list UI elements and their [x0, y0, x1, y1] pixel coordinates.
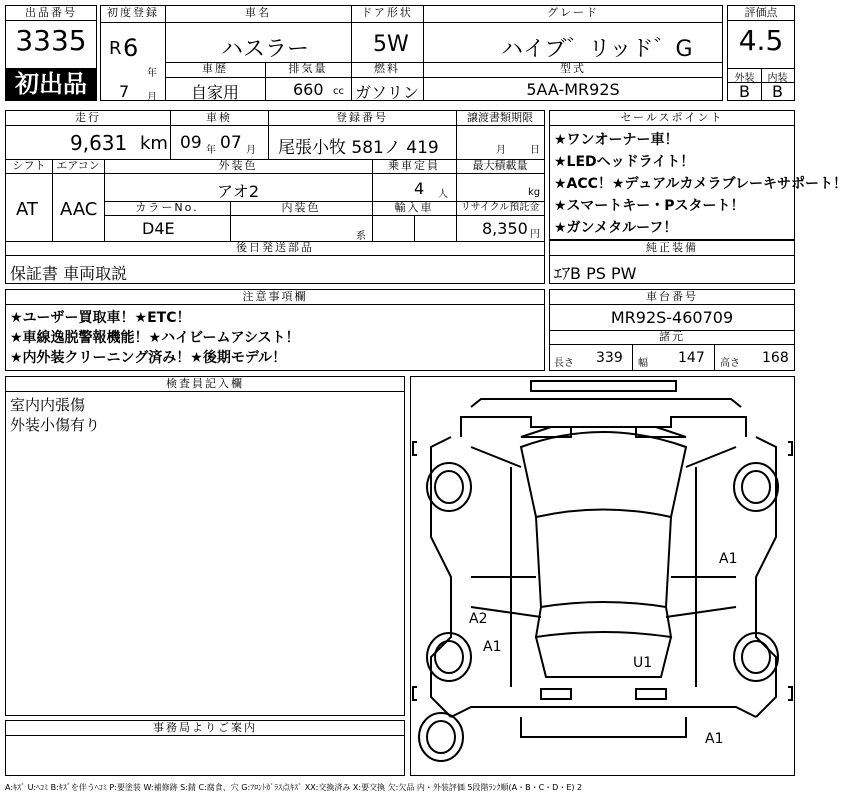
recycle-fee: 8,350: [482, 219, 528, 238]
caution-notes: [10, 308, 300, 368]
door-label: ドア形状: [361, 6, 413, 19]
equipment: ｴｱB PS PW: [554, 264, 637, 283]
later-parts-label: 後日発送部品: [236, 241, 314, 254]
chassis-number: MR92S-460709: [610, 308, 734, 327]
sales-point-item: ★LEDヘッドライト！: [554, 154, 695, 170]
model-code: 5AA-MR92S: [526, 80, 620, 99]
rating-score: 4.5: [738, 24, 784, 57]
history: 自家用: [190, 83, 239, 102]
damage-diagram: [410, 376, 795, 776]
sales-points: [554, 129, 847, 239]
ac-label: エアコン: [56, 159, 100, 172]
mileage-label: 走行: [75, 111, 101, 124]
ext-label: 外装: [734, 73, 755, 84]
damage-a1-left: A1: [483, 639, 502, 655]
caution-line: ★ユーザー買取車！★ETC！: [10, 310, 191, 326]
shift-label: シフト: [12, 159, 46, 172]
int-grade: B: [772, 82, 783, 101]
model-label: 型式: [560, 62, 586, 75]
wid-label: 幅: [638, 358, 648, 369]
damage-a2-left: A2: [469, 611, 488, 627]
history-label: 車歴: [202, 62, 228, 75]
lot-number: 3335: [15, 24, 87, 57]
fuel-label: 燃料: [374, 62, 400, 75]
sales-point-item: ★ワンオーナー車！: [554, 132, 679, 148]
chassis-label: 車台番号: [550, 290, 794, 305]
inspect-month: 07: [220, 133, 242, 153]
inspector-box: [5, 376, 405, 716]
int-label: 内装: [767, 73, 788, 84]
seat-unit: 人: [438, 189, 448, 200]
mileage: 9,631: [70, 131, 128, 155]
chassis-box: [549, 289, 795, 371]
transfer-label: 譲渡書類期限: [467, 111, 533, 124]
damage-u1: U1: [633, 655, 653, 671]
displacement: 660: [293, 80, 324, 99]
sales-point-item: ★ガンメタルーフ！: [554, 220, 678, 236]
recycle-label: リサイクル預託金: [460, 202, 540, 213]
reg-era: R: [109, 38, 122, 59]
load-label: 最大積載量: [472, 159, 528, 172]
car-outline-diagram: [411, 377, 794, 775]
shift: AT: [16, 199, 38, 220]
reg-year-unit: 年: [147, 68, 157, 79]
transfer-month: 月: [496, 145, 506, 156]
sales-box: [549, 110, 847, 240]
info-box: [100, 5, 723, 101]
office-label: 事務局よりご案内: [6, 721, 404, 736]
seat-capacity: 4: [414, 179, 425, 198]
plate-label: 登録番号: [336, 111, 388, 124]
first-listing-badge: 初出品: [6, 68, 96, 100]
office-box: [5, 720, 405, 776]
inspect-year-unit: 年: [206, 145, 216, 156]
len-label: 長さ: [554, 358, 574, 369]
load-unit: kg: [528, 187, 541, 198]
lot-box: [5, 5, 97, 101]
reg-month-unit: 月: [147, 92, 157, 103]
color-number: D4E: [142, 219, 175, 238]
hgt-label: 高さ: [720, 358, 740, 369]
equipment-label: 純正装備: [550, 241, 794, 256]
colorno-label: カラーNo.: [135, 201, 199, 214]
inspect-label: 車検: [206, 111, 232, 124]
recycle-unit: 円: [530, 229, 540, 240]
disp-unit: cc: [333, 86, 344, 97]
disp-label: 排気量: [288, 62, 328, 75]
reg-month: 7: [119, 82, 130, 101]
grade: ハイブ゛リッド゛G: [501, 37, 693, 62]
import-label: 輸入車: [394, 201, 434, 214]
dims-label: 諸元: [659, 330, 685, 343]
sales-point-item: ★ACC！★デュアルカメラブレーキサポート！: [554, 176, 847, 192]
damage-a1-bottom: A1: [705, 731, 724, 747]
inspector-line: 外装小傷有り: [10, 416, 101, 434]
height: 168: [762, 350, 789, 366]
name-label: 車名: [245, 6, 271, 19]
caution-line: ★内外装クリーニング済み！★後期モデル！: [10, 350, 287, 366]
interior-unit: 系: [356, 231, 366, 242]
fuel: ガソリン: [354, 83, 419, 102]
color-label: 外装色: [218, 159, 258, 172]
body-color: アオ2: [216, 182, 260, 201]
inspector-line: 室内内張傷: [10, 396, 86, 414]
legend: A:ｷｽﾞ U:ﾍｺﾐ B:ｷｽﾞを伴うﾍｺﾐ P:要塗装 W:補修跡 S:錆 C:腐食、穴 G:ﾌﾛﾝﾄｶﾞﾗｽ点ｷｽﾞ XX:交換済み X:要交換 欠:欠品 内・外装評価 5段階ﾗﾝｸ順(A・B・C・D・E) 2: [5, 783, 583, 792]
aircon: AAC: [60, 199, 98, 220]
damage-a1-right: A1: [719, 551, 738, 567]
rating-label: 評価点: [728, 6, 794, 21]
sales-label: セールスポイント: [550, 111, 794, 126]
caution-box: [5, 289, 545, 371]
width: 147: [678, 350, 705, 366]
plate-number: 尾張小牧 581ノ 419: [278, 138, 439, 158]
lot-label: 出品番号: [6, 6, 96, 21]
details-box: [5, 110, 545, 284]
door-type: 5W: [373, 32, 409, 57]
caution-line: ★車線逸脱警報機能！★ハイビームアシスト！: [10, 330, 300, 346]
rating-box: [727, 5, 795, 101]
inspect-month-unit: 月: [246, 145, 256, 156]
reg-label: 初度登録: [107, 6, 159, 19]
reg-year: 6: [123, 34, 139, 62]
transfer-day: 日: [530, 145, 540, 156]
inspect-year: 09: [180, 133, 202, 153]
interior-label: 内装色: [281, 201, 321, 214]
inspector-notes: [10, 395, 100, 435]
sales-point-item: ★スマートキー・Pスタート！: [554, 198, 745, 214]
grade-label: グレード: [547, 6, 599, 19]
caution-label: 注意事項欄: [6, 290, 544, 305]
length: 339: [596, 350, 623, 366]
inspector-label: 検査員記入欄: [6, 377, 404, 392]
equipment-box: [549, 240, 795, 284]
later-parts: 保証書 車両取説: [10, 264, 128, 283]
seat-label: 乗車定員: [388, 159, 440, 172]
car-name: ハスラー: [221, 37, 310, 62]
ext-grade: B: [739, 82, 750, 101]
mileage-unit: km: [140, 133, 168, 154]
